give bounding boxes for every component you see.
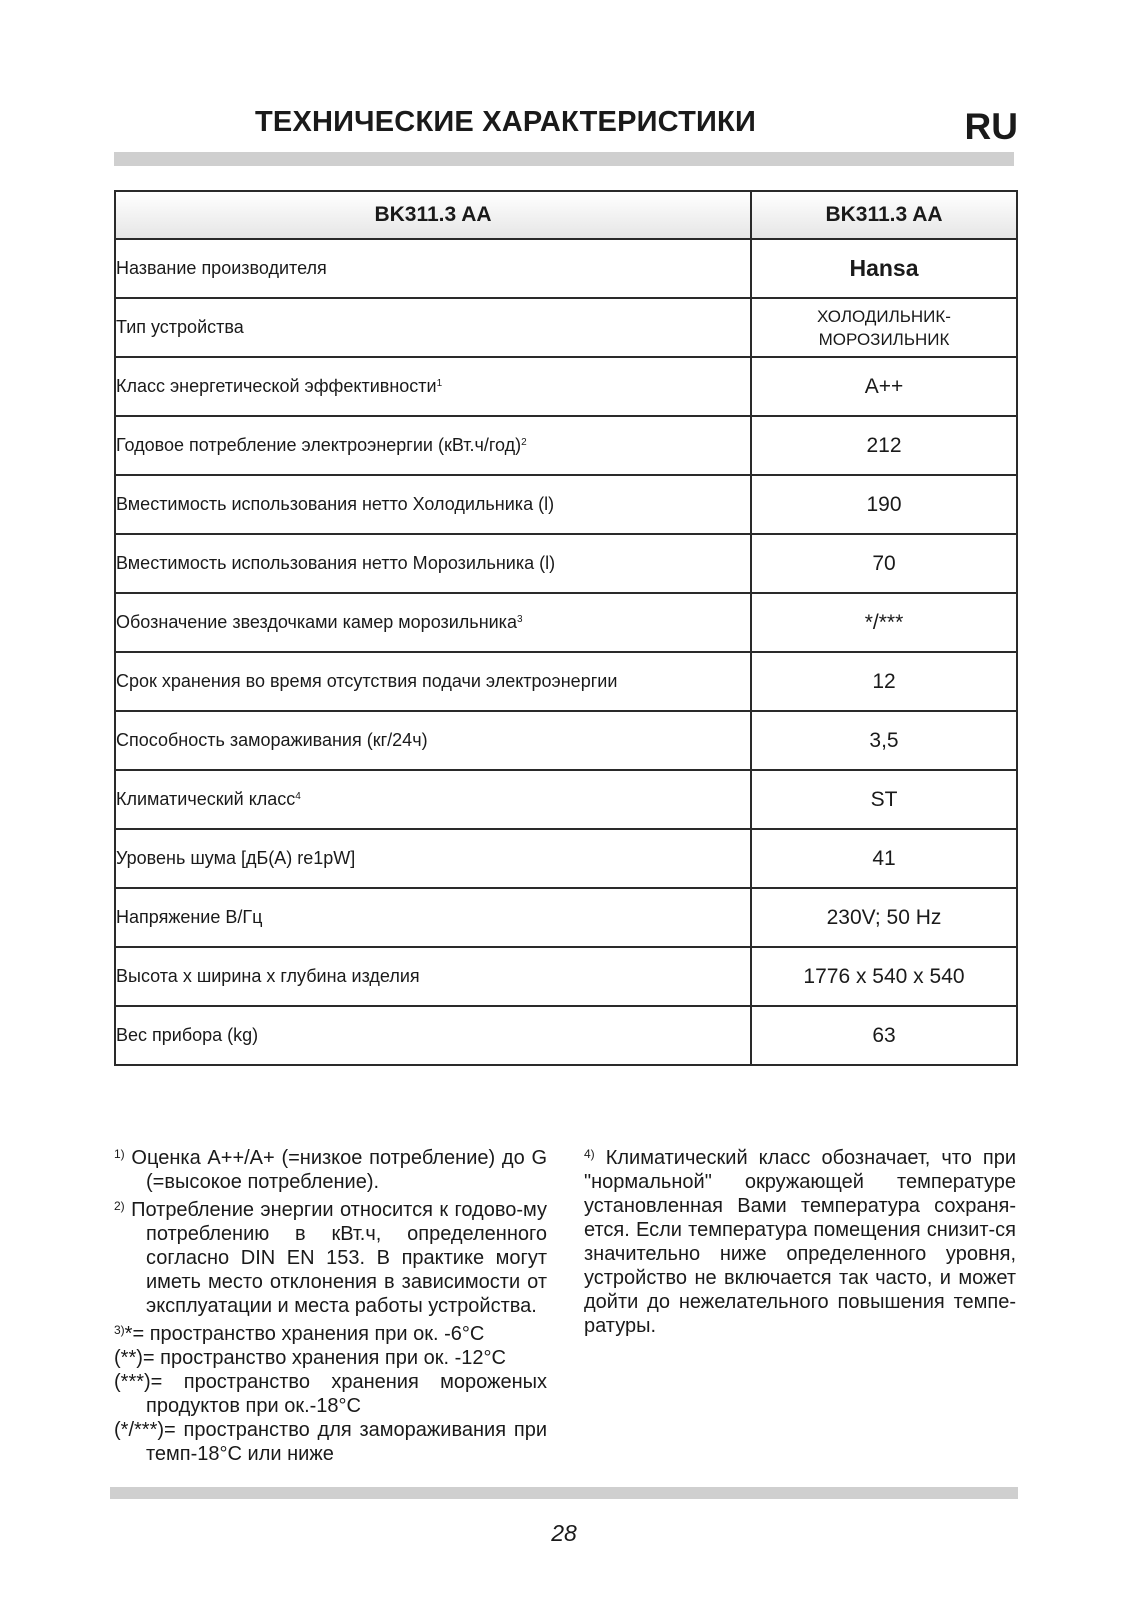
row-label [115, 475, 751, 534]
row-label-text: Уровень шума [дБ(A) re1pW] [116, 848, 356, 868]
row-label-text: Напряжение В/Гц [116, 907, 263, 927]
row-label [115, 652, 751, 711]
footnotes-left-column [114, 1142, 547, 1466]
footnote-ref: 1 [436, 378, 443, 389]
footnote-text: (*/***)= пространство для замораживания при темп-18°C или ниже [114, 1419, 547, 1465]
row-label [115, 298, 751, 357]
table-row [115, 416, 1017, 475]
row-label [115, 947, 751, 1006]
row-label-text: Тип устройства [116, 317, 244, 337]
footnotes-right-column [584, 1142, 1016, 1338]
row-label-text: Обозначение звездочками камер морозильника [116, 612, 517, 632]
table-row [115, 357, 1017, 416]
footnote-text: *= пространство хранения при ок. -6°C [124, 1323, 485, 1345]
row-label [115, 1006, 751, 1065]
row-label [115, 357, 751, 416]
footnote-marker: 4) [584, 1147, 595, 1161]
footnote-text: Климатический класс обозначает, что при "нормальной" окружающей температуре установленная Вами температура сохраня-ется. Если температура помещения снизит-ся значительно ниже определенного уровня, устройство не включается так часто, и может дойти до нежелательного повышения темпе-ратуры. [584, 1147, 1017, 1337]
row-value [751, 298, 1017, 357]
footnote-ref: 2 [521, 437, 527, 448]
footnote [114, 1346, 547, 1370]
row-label-text: Вес прибора (kg) [116, 1025, 259, 1045]
footnote [114, 1418, 547, 1466]
table-row [115, 711, 1017, 770]
row-label [115, 593, 751, 652]
footnote-marker: 1) [114, 1147, 125, 1161]
row-value: 1776 x 540 x 540 [751, 947, 1017, 1006]
column-header-model-value: BK311.3 AA [751, 191, 1017, 239]
row-value: 230V; 50 Hz [751, 888, 1017, 947]
row-value: 41 [751, 829, 1017, 888]
row-label-text: Годовое потребление электроэнергии (кВт.ч/год) [116, 435, 522, 455]
footnote [114, 1142, 547, 1194]
row-value: 63 [751, 1006, 1017, 1065]
table-row [115, 298, 1017, 357]
row-label [115, 534, 751, 593]
footnote-text: Потребление энергии относится к годово-му потреблению в кВт.ч, определенного согласно DIN EN 153. В практике могут иметь место отклонения в зависимости от эксплуатации и места работы устройства. [131, 1199, 547, 1317]
row-label-text: Вместимость использования нетто Морозильника (l) [116, 553, 556, 573]
table-row [115, 534, 1017, 593]
footer-divider [110, 1487, 1018, 1499]
row-value: A++ [751, 357, 1017, 416]
row-value: 12 [751, 652, 1017, 711]
row-value-line: ХОЛОДИЛЬНИК- [817, 306, 951, 326]
row-label-text: Высота х ширина х глубина изделия [116, 966, 420, 986]
footnote-text: (***)= пространство хранения мороженых продуктов при ок.-18°C [114, 1371, 547, 1417]
row-value: 190 [751, 475, 1017, 534]
row-value: */*** [751, 593, 1017, 652]
table-row [115, 770, 1017, 829]
footnote [114, 1370, 547, 1418]
footnote-ref: 3 [516, 614, 523, 625]
language-code: RU [964, 106, 1018, 147]
table-row [115, 652, 1017, 711]
footnote [114, 1194, 547, 1318]
row-value: 70 [751, 534, 1017, 593]
row-label [115, 416, 751, 475]
row-label [115, 711, 751, 770]
row-label-text: Класс энергетической эффективности [116, 376, 437, 396]
footnote-text: Оценка A++/A+ (=низкое потребление) до G (=высокое потребление). [131, 1147, 548, 1193]
footnote [114, 1318, 547, 1346]
row-label-text: Срок хранения во время отсутствия подачи электроэнергии [116, 671, 618, 691]
row-label-text: Способность замораживания (кг/24ч) [116, 730, 428, 750]
page-title: ТЕХНИЧЕСКИЕ ХАРАКТЕРИСТИКИ [255, 106, 757, 138]
table-header-row [115, 191, 1017, 239]
row-value: 212 [751, 416, 1017, 475]
row-value: ST [751, 770, 1017, 829]
table-row [115, 1006, 1017, 1065]
row-label-text: Название производителя [116, 258, 327, 278]
table-row [115, 593, 1017, 652]
row-label [115, 888, 751, 947]
row-label [115, 829, 751, 888]
row-value-line: МОРОЗИЛЬНИК [818, 329, 950, 349]
row-label-text: Вместимость использования нетто Холодильника (l) [116, 494, 555, 514]
row-label [115, 239, 751, 298]
table-row [115, 829, 1017, 888]
row-value: Hansa [751, 239, 1017, 298]
table-row [115, 947, 1017, 1006]
footnote-marker: 3) [114, 1323, 125, 1337]
row-value: 3,5 [751, 711, 1017, 770]
table-row [115, 239, 1017, 298]
table-row [115, 888, 1017, 947]
specifications-table [114, 190, 1018, 1066]
footnote-marker: 2) [114, 1199, 125, 1213]
row-label [115, 770, 751, 829]
footnote [584, 1142, 1016, 1338]
page-number: 28 [551, 1520, 577, 1546]
row-label-text: Климатический класс [116, 789, 296, 809]
header-divider [114, 152, 1014, 166]
footnote-text: (**)= пространство хранения при ок. -12°C [114, 1347, 506, 1369]
footnote-ref: 4 [295, 791, 301, 802]
column-header-model: BK311.3 AA [115, 191, 751, 239]
table-row [115, 475, 1017, 534]
